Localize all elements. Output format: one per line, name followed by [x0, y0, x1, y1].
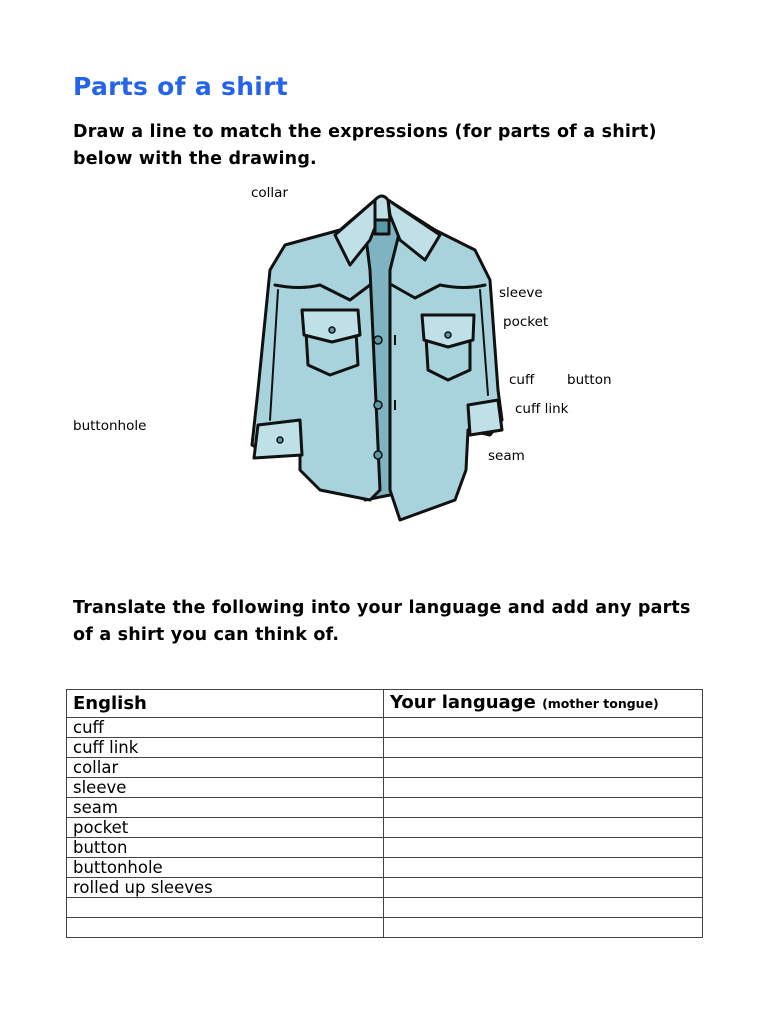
vocabulary-table: [66, 689, 703, 938]
english-term: rolled up sleeves: [67, 878, 384, 898]
label-sleeve: sleeve: [499, 285, 543, 301]
translation-blank-cell[interactable]: [384, 918, 703, 938]
english-term: [67, 898, 384, 918]
table-row: [67, 778, 703, 798]
label-collar: collar: [251, 185, 289, 201]
english-term: sleeve: [67, 778, 384, 798]
vocabulary-rows: [67, 718, 703, 938]
translate-instruction: Translate the following into your language and add any parts of a shirt you can think of.: [73, 598, 691, 645]
english-term: collar: [67, 758, 384, 778]
table-row: [67, 918, 703, 938]
page-title: Parts of a shirt: [73, 72, 289, 101]
table-header-row: [67, 690, 703, 718]
translation-blank-cell[interactable]: [384, 838, 703, 858]
english-term: [67, 918, 384, 938]
table-row: [67, 858, 703, 878]
denim-shirt-drawing: [240, 190, 520, 530]
table-row: [67, 758, 703, 778]
translation-blank-cell[interactable]: [384, 818, 703, 838]
header-language-label: Your language: [390, 692, 536, 713]
translation-blank-cell[interactable]: [384, 778, 703, 798]
english-term: buttonhole: [67, 858, 384, 878]
translation-blank-cell[interactable]: [384, 738, 703, 758]
translation-blank-cell[interactable]: [384, 718, 703, 738]
table-row: [67, 838, 703, 858]
header-language-note: (mother tongue): [542, 696, 659, 711]
label-seam: seam: [488, 448, 525, 464]
header-english: English: [67, 690, 384, 718]
translation-blank-cell[interactable]: [384, 758, 703, 778]
table-row: [67, 818, 703, 838]
match-instruction: Draw a line to match the expressions (for parts of a shirt) below with the drawing.: [73, 122, 657, 169]
label-cuff: cuff: [509, 372, 535, 388]
translation-blank-cell[interactable]: [384, 858, 703, 878]
english-term: cuff: [67, 718, 384, 738]
table-row: [67, 738, 703, 758]
label-buttonhole: buttonhole: [73, 418, 147, 434]
header-your-language: [384, 690, 703, 718]
english-term: pocket: [67, 818, 384, 838]
table-row: [67, 718, 703, 738]
english-term: seam: [67, 798, 384, 818]
english-term: cuff link: [67, 738, 384, 758]
label-cuff-link: cuff link: [515, 401, 569, 417]
table-row: [67, 878, 703, 898]
translation-blank-cell[interactable]: [384, 798, 703, 818]
label-button: button: [567, 372, 612, 388]
table-row: [67, 798, 703, 818]
translation-blank-cell[interactable]: [384, 898, 703, 918]
table-row: [67, 898, 703, 918]
english-term: button: [67, 838, 384, 858]
translation-blank-cell[interactable]: [384, 878, 703, 898]
label-pocket: pocket: [503, 314, 549, 330]
